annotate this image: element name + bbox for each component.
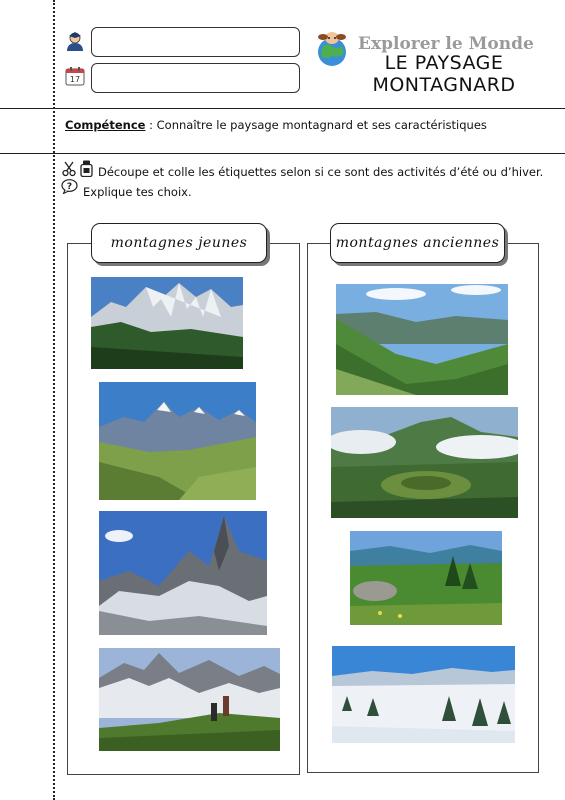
competence-label: Compétence	[65, 118, 146, 132]
competence-text: : Connaître le paysage montagnard et ses caractéristiques	[145, 118, 487, 132]
competence-line	[65, 118, 487, 132]
student-icon	[64, 30, 86, 52]
page-title	[358, 52, 530, 96]
globe-logo-icon	[312, 28, 352, 68]
label-young-mountains: montagnes jeunes	[91, 223, 267, 263]
photo-young-mountains-1	[91, 277, 243, 369]
photo-old-mountains-3	[350, 531, 502, 625]
title-line-2: MONTAGNARD	[372, 74, 516, 96]
date-field[interactable]	[91, 63, 300, 93]
competence-divider	[0, 153, 565, 154]
photo-young-mountains-2	[99, 382, 256, 500]
photo-young-mountains-3	[99, 511, 267, 635]
svg-text:?: ?	[66, 182, 73, 192]
margin-line	[53, 0, 55, 800]
photo-old-mountains-4	[332, 646, 515, 743]
name-field[interactable]	[91, 27, 300, 57]
label-old-mountains: montagnes anciennes	[330, 223, 505, 263]
instruction-1: Découpe et colle les étiquettes selon si ce sont des activités d’été ou d’hiver.	[98, 165, 544, 179]
photo-old-mountains-1	[336, 284, 508, 395]
title-line-1: LE PAYSAGE	[384, 52, 504, 74]
photo-old-mountains-2	[331, 407, 518, 518]
brand-logo-text: Explorer le Monde	[358, 34, 534, 54]
instruction-2: Explique tes choix.	[83, 185, 192, 199]
header-divider	[0, 108, 565, 109]
photo-young-mountains-4	[99, 648, 280, 751]
glue-icon	[80, 160, 93, 177]
calendar-icon	[64, 65, 86, 87]
question-bubble-icon	[61, 179, 78, 194]
calendar-day: 17	[69, 75, 81, 84]
scissors-icon	[62, 161, 76, 177]
